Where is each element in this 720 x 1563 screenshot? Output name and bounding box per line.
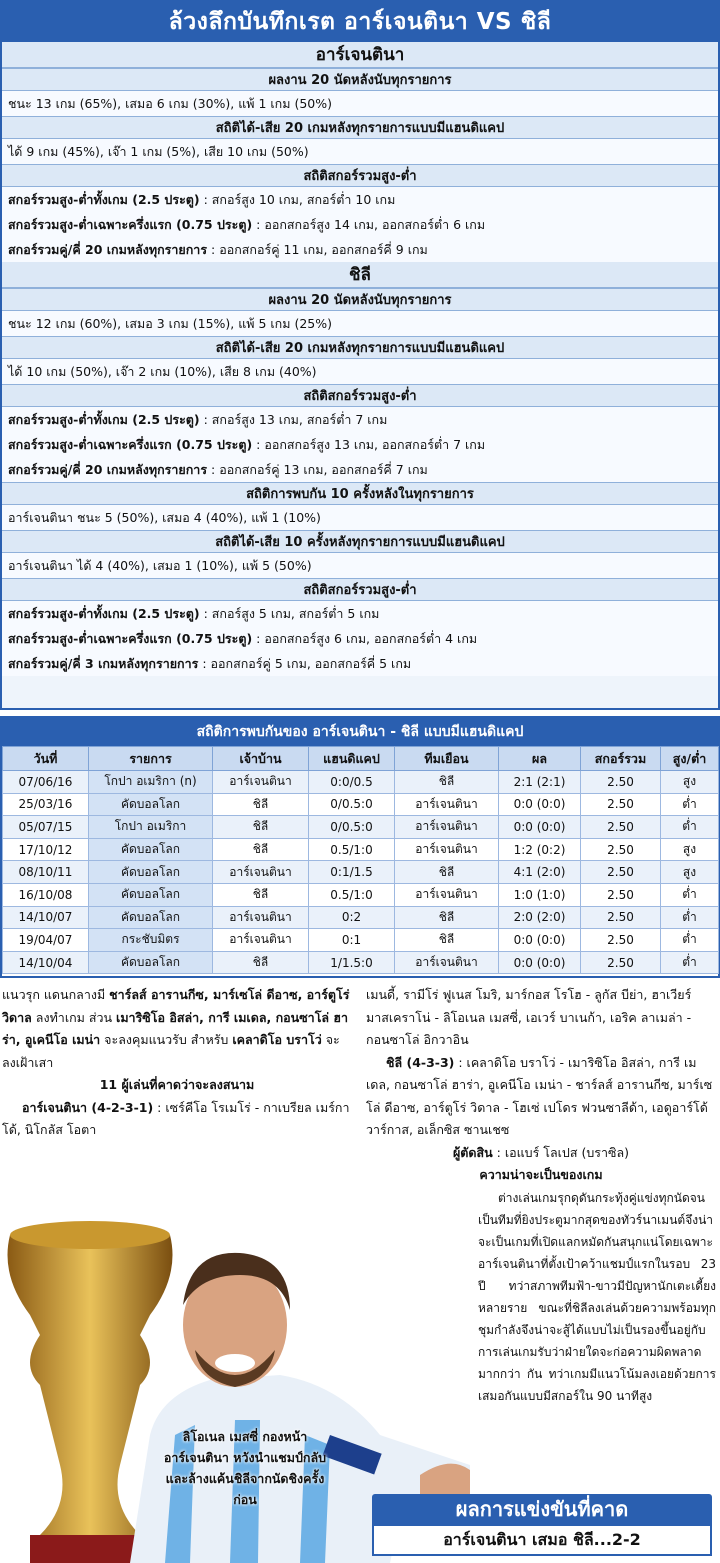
cell-home: ชิลี bbox=[213, 816, 309, 839]
argentina-handicap-heading: สถิติได้-เสีย 20 เกมหลังทุกรายการแบบมีแฮนดิแคป bbox=[2, 116, 718, 139]
article-left-column bbox=[2, 984, 352, 1142]
cell-result: 2:0 (2:0) bbox=[499, 906, 581, 929]
cell-result: 1:2 (0:2) bbox=[499, 838, 581, 861]
chile-odd-even: สกอร์รวมคู่/คี่ 20 เกมหลังทุกรายการ : ออกสกอร์คู่ 13 เกม, ออกสกอร์คี่ 7 เกม bbox=[2, 457, 718, 482]
prediction-title: ผลการแข่งขันที่คาด bbox=[372, 1494, 712, 1524]
cell-date: 17/10/12 bbox=[3, 838, 89, 861]
table-row bbox=[3, 929, 719, 952]
chile-handicap-heading: สถิติได้-เสีย 20 เกมหลังทุกรายการแบบมีแฮนดิแคป bbox=[2, 336, 718, 359]
col-total-line: สกอร์รวม bbox=[581, 747, 661, 771]
meetings-heading: สถิติการพบกัน 10 ครั้งหลังในทุกรายการ bbox=[2, 482, 718, 505]
cell-home: ชิลี bbox=[213, 883, 309, 906]
col-date: วันที่ bbox=[3, 747, 89, 771]
cell-away: อาร์เจนตินา bbox=[395, 838, 499, 861]
cell-date: 19/04/07 bbox=[3, 929, 89, 952]
chile-results: ชนะ 12 เกม (60%), เสมอ 3 เกม (15%), แพ้ 5 เกม (25%) bbox=[2, 311, 718, 336]
cell-away: อาร์เจนตินา bbox=[395, 793, 499, 816]
meetings-results: อาร์เจนตินา ชนะ 5 (50%), เสมอ 4 (40%), แพ้ 1 (10%) bbox=[2, 505, 718, 530]
cell-competition: โกปา อเมริกา bbox=[89, 816, 213, 839]
cell-handicap: 0:2 bbox=[309, 906, 395, 929]
col-over-under: สูง/ต่ำ bbox=[661, 747, 719, 771]
chile-heading: ชิลี bbox=[2, 262, 718, 288]
cell-total-line: 2.50 bbox=[581, 861, 661, 884]
argentina-lineup-continued: เมนดี้, รามีโร่ ฟูเนส โมริ, มาร์กอส โรโฮ - ลูกัส บีย่า, ฮาเวียร์ มาสเคราโน่ - ลิโอเนล เมสซี่, เอเวร์ บาเนก้า, เอริค ลาเมล่า - กอนซาโล่ อิกวาอิน bbox=[366, 987, 692, 1047]
argentina-results: ชนะ 13 เกม (65%), เสมอ 6 เกม (30%), แพ้ 1 เกม (50%) bbox=[2, 91, 718, 116]
chile-results-heading: ผลงาน 20 นัดหลังนับทุกรายการ bbox=[2, 288, 718, 311]
cell-over-under: ต่ำ bbox=[661, 793, 719, 816]
referee: ผู้ตัดสิน : เอแบร์ โลเปส (บราซิล) bbox=[452, 1144, 630, 1160]
cell-home: อาร์เจนตินา bbox=[213, 906, 309, 929]
meetings-handicap: อาร์เจนตินา ได้ 4 (40%), เสมอ 1 (10%), แพ้ 5 (50%) bbox=[2, 553, 718, 578]
table-row bbox=[3, 771, 719, 794]
cell-competition: คัดบอลโลก bbox=[89, 861, 213, 884]
cell-result: 2:1 (2:1) bbox=[499, 771, 581, 794]
cell-over-under: ต่ำ bbox=[661, 816, 719, 839]
cell-over-under: ต่ำ bbox=[661, 929, 719, 952]
cell-over-under: สูง bbox=[661, 771, 719, 794]
cell-result: 0:0 (0:0) bbox=[499, 793, 581, 816]
argentina-half-over-under: สกอร์รวมสูง-ต่ำเฉพาะครึ่งแรก (0.75 ประตู) : ออกสกอร์สูง 14 เกม, ออกสกอร์ต่ำ 6 เกม bbox=[2, 212, 718, 237]
cell-over-under: สูง bbox=[661, 838, 719, 861]
meetings-score-heading: สถิติสกอร์รวมสูง-ต่ำ bbox=[2, 578, 718, 601]
cell-competition: คัดบอลโลก bbox=[89, 838, 213, 861]
argentina-odd-even: สกอร์รวมคู่/คี่ 20 เกมหลังทุกรายการ : ออกสกอร์คู่ 11 เกม, ออกสกอร์คี่ 9 เกม bbox=[2, 237, 718, 262]
meetings-full-over-under: สกอร์รวมสูง-ต่ำทั้งเกม (2.5 ประตู) : สกอร์สูง 5 เกม, สกอร์ต่ำ 5 เกม bbox=[2, 601, 718, 626]
prediction-result: อาร์เจนตินา เสมอ ชิลี...2-2 bbox=[372, 1524, 712, 1556]
cell-handicap: 1/1.5:0 bbox=[309, 951, 395, 974]
table-row bbox=[3, 861, 719, 884]
chile-half-over-under: สกอร์รวมสูง-ต่ำเฉพาะครึ่งแรก (0.75 ประตู) : ออกสกอร์สูง 13 เกม, ออกสกอร์ต่ำ 7 เกม bbox=[2, 432, 718, 457]
article-paragraph: แนวรุก แดนกลางมี ชาร์ลส์ อารานกีซ, มาร์เซโล่ ดีอาซ, อาร์ตูโร่ วิดาล ลงทำเกม ส่วน เมาริซิโอ อิสล่า, การี เมเดล, กอนซาโล่ ฮาร่า, อูเคนีโอ เมน่า จะลงคุมแนวรับ สำหรับ เคลาดิโอ บราโว่ จะลงเฝ้าเสา bbox=[2, 987, 350, 1070]
cell-total-line: 2.50 bbox=[581, 838, 661, 861]
cell-away: อาร์เจนตินา bbox=[395, 816, 499, 839]
cell-over-under: ต่ำ bbox=[661, 906, 719, 929]
outlook-heading: ความน่าจะเป็นของเกม bbox=[479, 1167, 603, 1182]
argentina-heading: อาร์เจนตินา bbox=[2, 42, 718, 68]
main-title: ล้วงลึกบันทึกเรต อาร์เจนตินา VS ชิลี bbox=[2, 2, 718, 42]
cell-competition: คัดบอลโลก bbox=[89, 906, 213, 929]
cell-away: ชิลี bbox=[395, 771, 499, 794]
cell-away: ชิลี bbox=[395, 861, 499, 884]
cell-result: 4:1 (2:0) bbox=[499, 861, 581, 884]
meetings-odd-even: สกอร์รวมคู่/คี่ 3 เกมหลังทุกรายการ : ออกสกอร์คู่ 5 เกม, ออกสกอร์คี่ 5 เกม bbox=[2, 651, 718, 676]
cell-total-line: 2.50 bbox=[581, 883, 661, 906]
lineup-heading: 11 ผู้เล่นที่คาดว่าจะลงสนาม bbox=[99, 1077, 255, 1092]
argentina-full-over-under: สกอร์รวมสูง-ต่ำทั้งเกม (2.5 ประตู) : สกอร์สูง 10 เกม, สกอร์ต่ำ 10 เกม bbox=[2, 187, 718, 212]
cell-handicap: 0:0/0.5 bbox=[309, 771, 395, 794]
cell-away: อาร์เจนตินา bbox=[395, 883, 499, 906]
meetings-handicap-heading: สถิติได้-เสีย 10 ครั้งหลังทุกรายการแบบมีแฮนดิแคป bbox=[2, 530, 718, 553]
cell-home: ชิลี bbox=[213, 793, 309, 816]
table-row bbox=[3, 951, 719, 974]
cell-handicap: 0.5/1:0 bbox=[309, 838, 395, 861]
cell-home: อาร์เจนตินา bbox=[213, 929, 309, 952]
cell-handicap: 0:1/1.5 bbox=[309, 861, 395, 884]
cell-competition: คัดบอลโลก bbox=[89, 793, 213, 816]
cell-handicap: 0.5/1:0 bbox=[309, 883, 395, 906]
col-competition: รายการ bbox=[89, 747, 213, 771]
argentina-score-heading: สถิติสกอร์รวมสูง-ต่ำ bbox=[2, 164, 718, 187]
cell-total-line: 2.50 bbox=[581, 929, 661, 952]
cell-total-line: 2.50 bbox=[581, 816, 661, 839]
chile-handicap: ได้ 10 เกม (50%), เจ๊า 2 เกม (10%), เสีย 8 เกม (40%) bbox=[2, 359, 718, 384]
cell-away: ชิลี bbox=[395, 929, 499, 952]
prediction-box bbox=[372, 1494, 712, 1560]
meetings-half-over-under: สกอร์รวมสูง-ต่ำเฉพาะครึ่งแรก (0.75 ประตู) : ออกสกอร์สูง 6 เกม, ออกสกอร์ต่ำ 4 เกม bbox=[2, 626, 718, 651]
table-row bbox=[3, 883, 719, 906]
table-row bbox=[3, 816, 719, 839]
col-home: เจ้าบ้าน bbox=[213, 747, 309, 771]
h2h-header-row bbox=[3, 747, 719, 771]
cell-over-under: ต่ำ bbox=[661, 951, 719, 974]
h2h-table bbox=[2, 746, 719, 974]
cell-competition: โกปา อเมริกา (n) bbox=[89, 771, 213, 794]
outlook-paragraph: ต่างเล่นเกมรุกดุดันกระทุ้งคู่แข่งทุกนัดจนเป็นทีมที่ยิงประตูมากสุดของทัวร์นาเมนต์จึงน่าจะเป็นเกมที่เปิดแลกหมัดกันสนุกแน่โดยเฉพาะอาร์เจนตินาที่ตั้งเป้าคว้าแชมป์แรกในรอบ 23 ปี ทว่าสภาพทีมฟ้า-ขาวมีปัญหานักเตะเดี้ยงหลายราย ขณะที่ชิลีลงเล่นด้วยความพร้อมทุกชุมกำลังจึงน่าจะสู้ได้แบบไม่เป็นรองขึ้นอยู่กับการเล่นเกมรับว่าฝ่ายใดจะก่อความผิดพลาดมากกว่า กัน ทว่าเกมมีแนวโน้มลงเอยด้วยการเสมอกันแบบมีสกอร์ใน 90 นาทีสูง bbox=[478, 1190, 716, 1403]
cell-result: 1:0 (1:0) bbox=[499, 883, 581, 906]
table-row bbox=[3, 838, 719, 861]
team-stats-panel bbox=[0, 0, 720, 710]
cell-competition: กระชับมิตร bbox=[89, 929, 213, 952]
argentina-handicap: ได้ 9 เกม (45%), เจ๊า 1 เกม (5%), เสีย 10 เกม (50%) bbox=[2, 139, 718, 164]
cell-result: 0:0 (0:0) bbox=[499, 929, 581, 952]
cell-away: ชิลี bbox=[395, 906, 499, 929]
cell-over-under: สูง bbox=[661, 861, 719, 884]
cell-result: 0:0 (0:0) bbox=[499, 951, 581, 974]
cell-date: 05/07/15 bbox=[3, 816, 89, 839]
cell-handicap: 0/0.5:0 bbox=[309, 793, 395, 816]
col-handicap: แฮนดิแคป bbox=[309, 747, 395, 771]
cell-result: 0:0 (0:0) bbox=[499, 816, 581, 839]
argentina-lineup: อาร์เจนตินา (4-2-3-1) : เซร์คีโอ โรเมโร่ - กาเบรียล เมร์กาโด้, นิโกลัส โอตา bbox=[2, 1099, 350, 1137]
cell-home: อาร์เจนตินา bbox=[213, 861, 309, 884]
cell-home: ชิลี bbox=[213, 838, 309, 861]
cell-date: 14/10/07 bbox=[3, 906, 89, 929]
chile-full-over-under: สกอร์รวมสูง-ต่ำทั้งเกม (2.5 ประตู) : สกอร์สูง 13 เกม, สกอร์ต่ำ 7 เกม bbox=[2, 407, 718, 432]
chile-lineup: ชิลี (4-3-3) : เคลาดิโอ บราโว่ - เมาริซิโอ อิสล่า, การี เมเดล, กอนซาโล่ ฮาร่า, อูเคนีโอ เมน่า - ชาร์ลส์ อารานกีซ, มาร์เซโล่ ดีอาซ, อาร์ตูโร่ วิดาล - โฮเซ่ เปโดร ฟวนซาลีด้า, เอดูอาร์โด้ วาร์กาส, อเล็กซิส ซานเชซ bbox=[366, 1054, 713, 1137]
cell-handicap: 0/0.5:0 bbox=[309, 816, 395, 839]
cell-home: ชิลี bbox=[213, 951, 309, 974]
cell-home: อาร์เจนตินา bbox=[213, 771, 309, 794]
h2h-title: สถิติการพบกันของ อาร์เจนตินา - ชิลี แบบมีแฮนดิแคป bbox=[2, 718, 718, 746]
table-row bbox=[3, 793, 719, 816]
h2h-handicap-table bbox=[0, 716, 720, 978]
table-row bbox=[3, 906, 719, 929]
cell-away: อาร์เจนตินา bbox=[395, 951, 499, 974]
cell-date: 16/10/08 bbox=[3, 883, 89, 906]
cell-total-line: 2.50 bbox=[581, 771, 661, 794]
cell-total-line: 2.50 bbox=[581, 951, 661, 974]
cell-date: 08/10/11 bbox=[3, 861, 89, 884]
cell-date: 25/03/16 bbox=[3, 793, 89, 816]
cell-total-line: 2.50 bbox=[581, 906, 661, 929]
cell-competition: คัดบอลโลก bbox=[89, 883, 213, 906]
col-away: ทีมเยือน bbox=[395, 747, 499, 771]
cell-competition: คัดบอลโลก bbox=[89, 951, 213, 974]
col-result: ผล bbox=[499, 747, 581, 771]
cell-date: 14/10/04 bbox=[3, 951, 89, 974]
cell-over-under: ต่ำ bbox=[661, 883, 719, 906]
photo-caption: ลิโอเนล เมสซี่ กองหน้าอาร์เจนตินา หวังนำแชมป์กลับและล้างแค้นชิลีจากนัดชิงครั้งก่อน bbox=[163, 1429, 327, 1507]
chile-score-heading: สถิติสกอร์รวมสูง-ต่ำ bbox=[2, 384, 718, 407]
cell-handicap: 0:1 bbox=[309, 929, 395, 952]
argentina-results-heading: ผลงาน 20 นัดหลังนับทุกรายการ bbox=[2, 68, 718, 91]
cell-total-line: 2.50 bbox=[581, 793, 661, 816]
cell-date: 07/06/16 bbox=[3, 771, 89, 794]
